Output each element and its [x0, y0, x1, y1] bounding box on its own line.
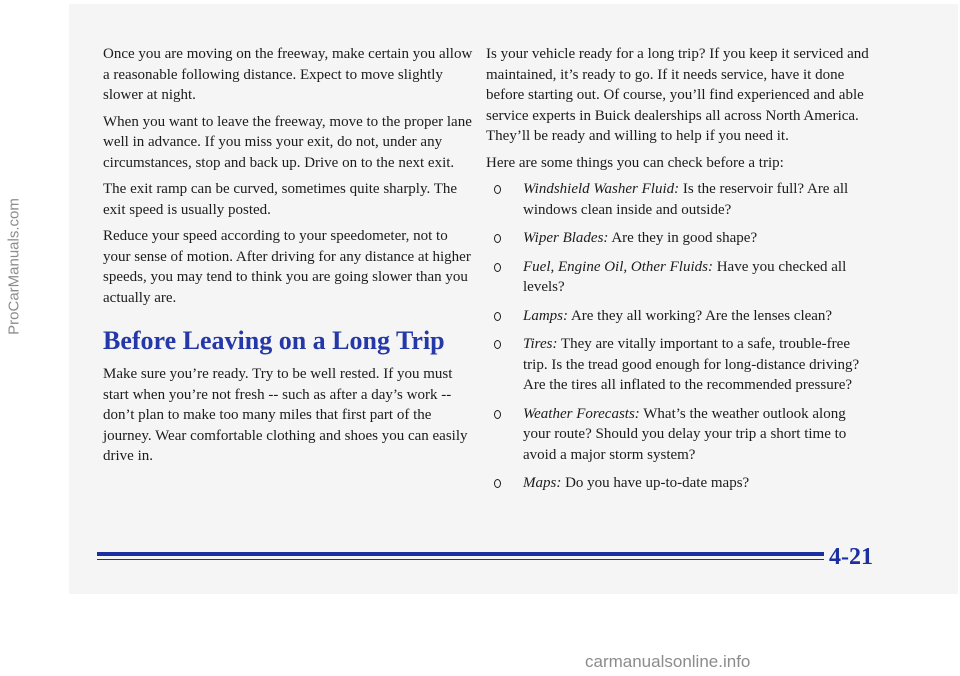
page-number: 4-21: [829, 544, 873, 570]
checklist-term: Windshield Washer Fluid:: [523, 181, 680, 197]
checklist-term: Fuel, Engine Oil, Other Fluids:: [523, 258, 713, 275]
right-column: [486, 44, 876, 502]
intro-paragraph: Is your vehicle ready for a long trip? If you keep it serviced and maintained, it’s ready to go. If it needs service, have it done before starting out. Of course, you’ll find experienced and able service experts in Buick dealerships all across North America. They’ll be ready and willing to help if you need it.: [486, 46, 869, 144]
body-paragraph: Reduce your speed according to your speedometer, not to your sense of motion. After driving for any distance at higher speeds, you may tend to think you are going slower than you actually are.: [103, 228, 471, 306]
section-heading: Before Leaving on a Long Trip: [103, 326, 445, 355]
checklist-term: Wiper Blades:: [523, 230, 609, 246]
bullet-icon: [494, 340, 501, 349]
body-paragraph: The exit ramp can be curved, sometimes quite sharply. The exit speed is usually posted.: [103, 181, 458, 218]
bullet-icon: [494, 234, 501, 243]
checklist-term: Tires:: [523, 336, 558, 352]
checklist-item: [486, 334, 876, 396]
body-paragraph: When you want to leave the freeway, move to the proper lane well in advance. If you miss your exit, do not, under any circumstances, stop and back up. Drive on to the next exit.: [103, 113, 472, 171]
trip-checklist: [486, 179, 876, 494]
bullet-icon: [494, 312, 501, 321]
bullet-icon: [494, 410, 501, 419]
bullet-icon: [494, 185, 501, 194]
body-paragraph: Once you are moving on the freeway, make certain you allow a reasonable following distance. Expect to move slightly slower at night.: [103, 46, 473, 103]
checklist-text: Do you have up-to-date maps?: [561, 475, 750, 491]
left-column: [103, 44, 478, 473]
checklist-term: Maps:: [523, 475, 562, 491]
checklist-lead: Here are some things you can check before a trip:: [486, 154, 784, 171]
checklist-item: [486, 228, 876, 249]
checklist-term: Weather Forecasts:: [523, 405, 640, 422]
footer-rule-thin: [97, 559, 824, 560]
side-watermark: ProCarManuals.com: [5, 198, 23, 335]
checklist-term: Lamps:: [523, 307, 569, 324]
checklist-item: [486, 404, 876, 466]
checklist-item: [486, 473, 876, 494]
bottom-watermark: carmanualsonline.info: [585, 652, 751, 671]
checklist-text: Have you checked all levels?: [523, 258, 847, 295]
checklist-item: [486, 179, 876, 220]
bullet-icon: [494, 479, 501, 488]
footer-rule-thick: [97, 552, 824, 556]
body-paragraph: Make sure you’re ready. Try to be well rested. If you must start when you’re not fresh -- such as after a day’s work -- don’t plan to make too many miles that first part of the journey. Wear comfortable clothing and shoes you can easily drive in.: [103, 366, 468, 464]
checklist-item: [486, 257, 876, 298]
checklist-text: Are they in good shape?: [608, 230, 758, 246]
checklist-item: [486, 306, 876, 327]
checklist-text: They are vitally important to a safe, trouble-free trip. Is the tread good enough for long-distance driving? Are the tires all inflated to the recommended pressure?: [523, 336, 860, 393]
checklist-text: What’s the weather outlook along your route? Should you delay your trip a short time to avoid a major storm system?: [523, 405, 847, 463]
bullet-icon: [494, 263, 501, 272]
checklist-text: Are they all working? Are the lenses clean?: [568, 307, 833, 324]
checklist-text: Is the reservoir full? Are all windows clean inside and outside?: [523, 181, 849, 218]
